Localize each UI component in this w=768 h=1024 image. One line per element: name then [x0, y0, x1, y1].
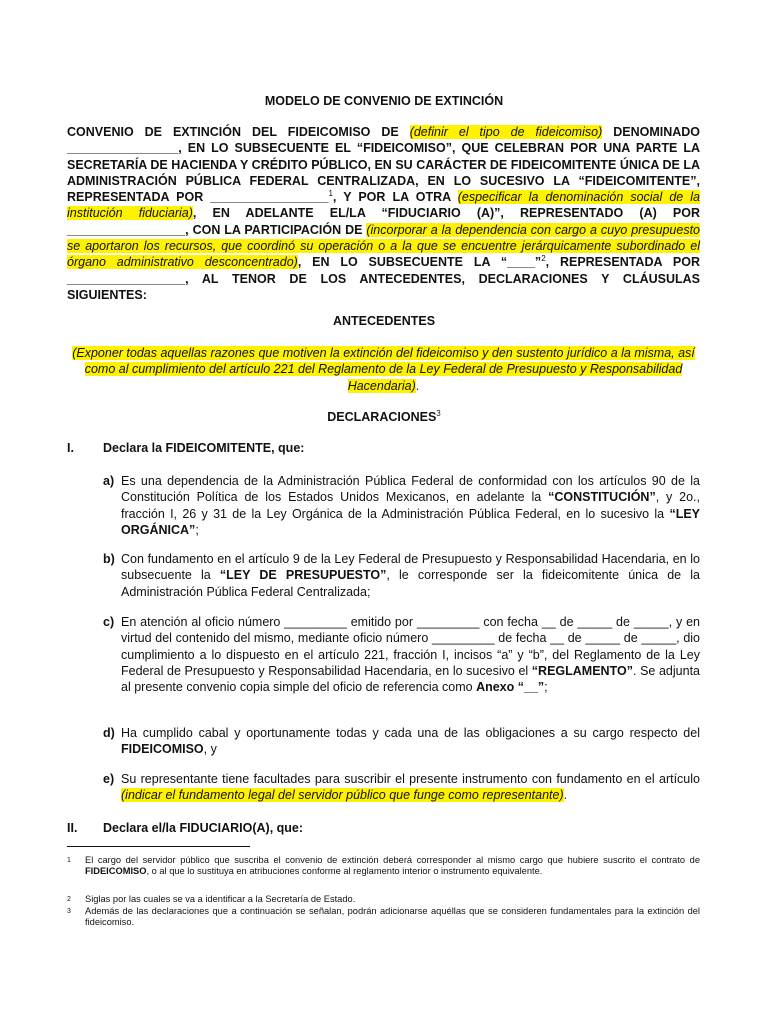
item-bold-term: “REGLAMENTO”	[531, 663, 633, 678]
footnote-1	[67, 855, 700, 878]
declaration-section-2	[67, 821, 303, 835]
item-text	[121, 551, 700, 600]
footnote-2	[67, 894, 700, 905]
footnote-ref-2[interactable]: 2	[541, 254, 546, 264]
antecedentes-paragraph	[67, 345, 700, 394]
declaration-item-c	[103, 614, 700, 695]
declaration-item-b	[103, 551, 700, 600]
item-text	[121, 473, 700, 538]
footnote-number: 2	[67, 896, 71, 903]
declaration-section-1	[67, 441, 304, 455]
footnote-number: 3	[67, 908, 71, 915]
antecedentes-end: .	[415, 378, 420, 393]
item-text-part: Ha cumplido cabal y oportunamente todas y cada una de las obligaciones a su cargo respecto del	[121, 726, 700, 740]
item-bold-term: “LEY ORGÁNICA”	[121, 506, 700, 537]
antecedentes-heading: ANTECEDENTES	[332, 314, 436, 328]
item-text	[121, 725, 700, 758]
footnote-3	[67, 906, 700, 929]
item-bold-term: Anexo “__”	[476, 680, 545, 695]
section-label: Declara el/la FIDUCIARIO(A), que:	[103, 821, 304, 835]
item-label: c)	[103, 615, 115, 629]
section-number: II.	[67, 821, 78, 835]
footnote-text-part: , o al que lo sustituya en atribuciones conforme al reglamento interior o instrumento equivalente.	[146, 866, 543, 877]
intro-highlight-3: (incorporar a la dependencia con cargo a cuyo presupuesto se aportaron los recursos, que coordinó su operación o a la que se encuentre jerárquicamente subordinado el órgano administrativo desconcentrado)	[67, 222, 700, 270]
item-bold-term: FIDEICOMISO	[121, 742, 204, 757]
item-text-part: , y 2o., fracción I, 26 y 31 de la Ley Orgánica de la Administración Pública Federal, en lo sucesivo la	[121, 490, 700, 521]
footnote-ref-1[interactable]: 1	[328, 189, 333, 199]
intro-text-2: DENOMINADO ________________, EN LO SUBSECUENTE EL “FIDEICOMISO”, QUE CELEBRAN POR UNA PARTE LA SECRETARÍA DE HACIENDA Y CRÉDITO PÚBLICO, EN SU CARÁCTER DE FIDEICOMITENTE ÚNICA DE LA ADMINISTRACIÓN PÚBLICA FEDERAL CENTRALIZADA, EN LO SUCESIVO LA “FIDEICOMITENTE”, REPRESENTADA POR _________________	[67, 125, 701, 205]
item-label: e)	[103, 772, 115, 786]
footnote-separator	[67, 846, 250, 847]
footnote-text	[85, 855, 700, 878]
intro-text-5: , EN LO SUBSECUENTE LA “____”	[297, 255, 542, 270]
item-text-part: , le corresponde ser la fideicomitente única de la Administración Pública Federal Centralizada;	[121, 568, 700, 599]
declaraciones-heading-text: DECLARACIONES	[327, 410, 437, 424]
section-label: Declara la FIDEICOMITENTE, que:	[103, 441, 305, 455]
declaraciones-heading	[0, 410, 768, 424]
item-text	[121, 771, 700, 804]
antecedentes-highlight: (Exponer todas aquellas razones que motiven la extinción del fideicomiso y den sustento jurídico a la misma, así como al cumplimiento del artículo 221 del Reglamento de la Ley Federal de Presupuesto y Responsabilidad Hacendaria)	[72, 346, 695, 393]
item-label: a)	[103, 474, 115, 488]
item-text-part: ;	[195, 522, 199, 537]
declaration-item-e	[103, 771, 700, 804]
item-text-part: . Se adjunta al presente convenio copia simple del oficio de referencia como	[121, 663, 700, 695]
declaration-item-a	[103, 473, 700, 538]
intro-highlight-1: (definir el tipo de fideicomiso)	[409, 125, 603, 139]
item-text	[121, 614, 700, 695]
item-text-part: ;	[544, 680, 548, 695]
footnote-text: Siglas por las cuales se va a identificar a la Secretaría de Estado.	[85, 894, 356, 904]
item-text-part: , y	[203, 742, 217, 757]
item-label: d)	[103, 726, 115, 740]
item-text-part: En atención al oficio número _________ emitido por _________ con fecha __ de _____ de _____, y en virtud del contenido del mismo, mediante oficio número _________ de fecha __ de _____ de _____, dio cumplimiento a lo dispuesto en el artículo 221, fracción I, incisos “a” y “b”, del Reglamento de la Ley Federal de Presupuesto y Responsabilidad Hacendaria, en lo sucesivo el	[121, 615, 700, 678]
intro-text-1: CONVENIO DE EXTINCIÓN DEL FIDEICOMISO DE	[67, 125, 410, 139]
item-highlight: (indicar el fundamento legal del servidor público que funge como representante)	[121, 788, 564, 803]
item-bold-term: “CONSTITUCIÓN”	[548, 490, 656, 505]
footnote-bold-term: FIDEICOMISO	[85, 866, 147, 877]
declaration-item-d	[103, 725, 700, 758]
intro-text-4: , EN ADELANTE EL/LA “FIDUCIARIO (A)”, REPRESENTADO (A) POR _________________, CON LA PARTICIPACIÓN DE	[67, 206, 700, 237]
section-number: I.	[67, 441, 74, 455]
footnote-ref-3[interactable]: 3	[436, 408, 441, 418]
intro-paragraph	[67, 124, 700, 303]
item-text-part: Su representante tiene facultades para suscribir el presente instrumento con fundamento en el artículo	[121, 772, 700, 786]
intro-text-6: , REPRESENTADA POR _________________, AL TENOR DE LOS ANTECEDENTES, DECLARACIONES Y CLÁUSULAS SIGUIENTES:	[67, 255, 700, 302]
footnote-text-part: El cargo del servidor público que suscriba el convenio de extinción deberá corresponder al mismo cargo que hubiere suscrito el contrato de	[85, 855, 700, 865]
item-text-part: Es una dependencia de la Administración Pública Federal de conformidad con los artículos 90 de la Constitución Política de los Estados Unidos Mexicanos, en adelante la	[121, 474, 700, 505]
document-title: MODELO DE CONVENIO DE EXTINCIÓN	[264, 94, 504, 108]
intro-text-3: , Y POR LA OTRA	[332, 190, 458, 205]
item-text-part: Con fundamento en el artículo 9 de la Ley Federal de Presupuesto y Responsabilidad Hacendaria, en lo subsecuente la	[121, 552, 700, 583]
intro-highlight-2: (especificar la denominación social de la institución fiduciaria)	[67, 190, 700, 221]
item-bold-term: “LEY DE PRESUPUESTO”	[219, 568, 387, 583]
footnote-text: Además de las declaraciones que a continuación se señalan, podrán adicionarse aquéllas que se consideren fundamentales para la extinción del fideicomiso.	[85, 906, 700, 928]
item-label: b)	[103, 552, 115, 566]
item-text-part: .	[563, 788, 568, 803]
footnote-number: 1	[67, 857, 71, 864]
